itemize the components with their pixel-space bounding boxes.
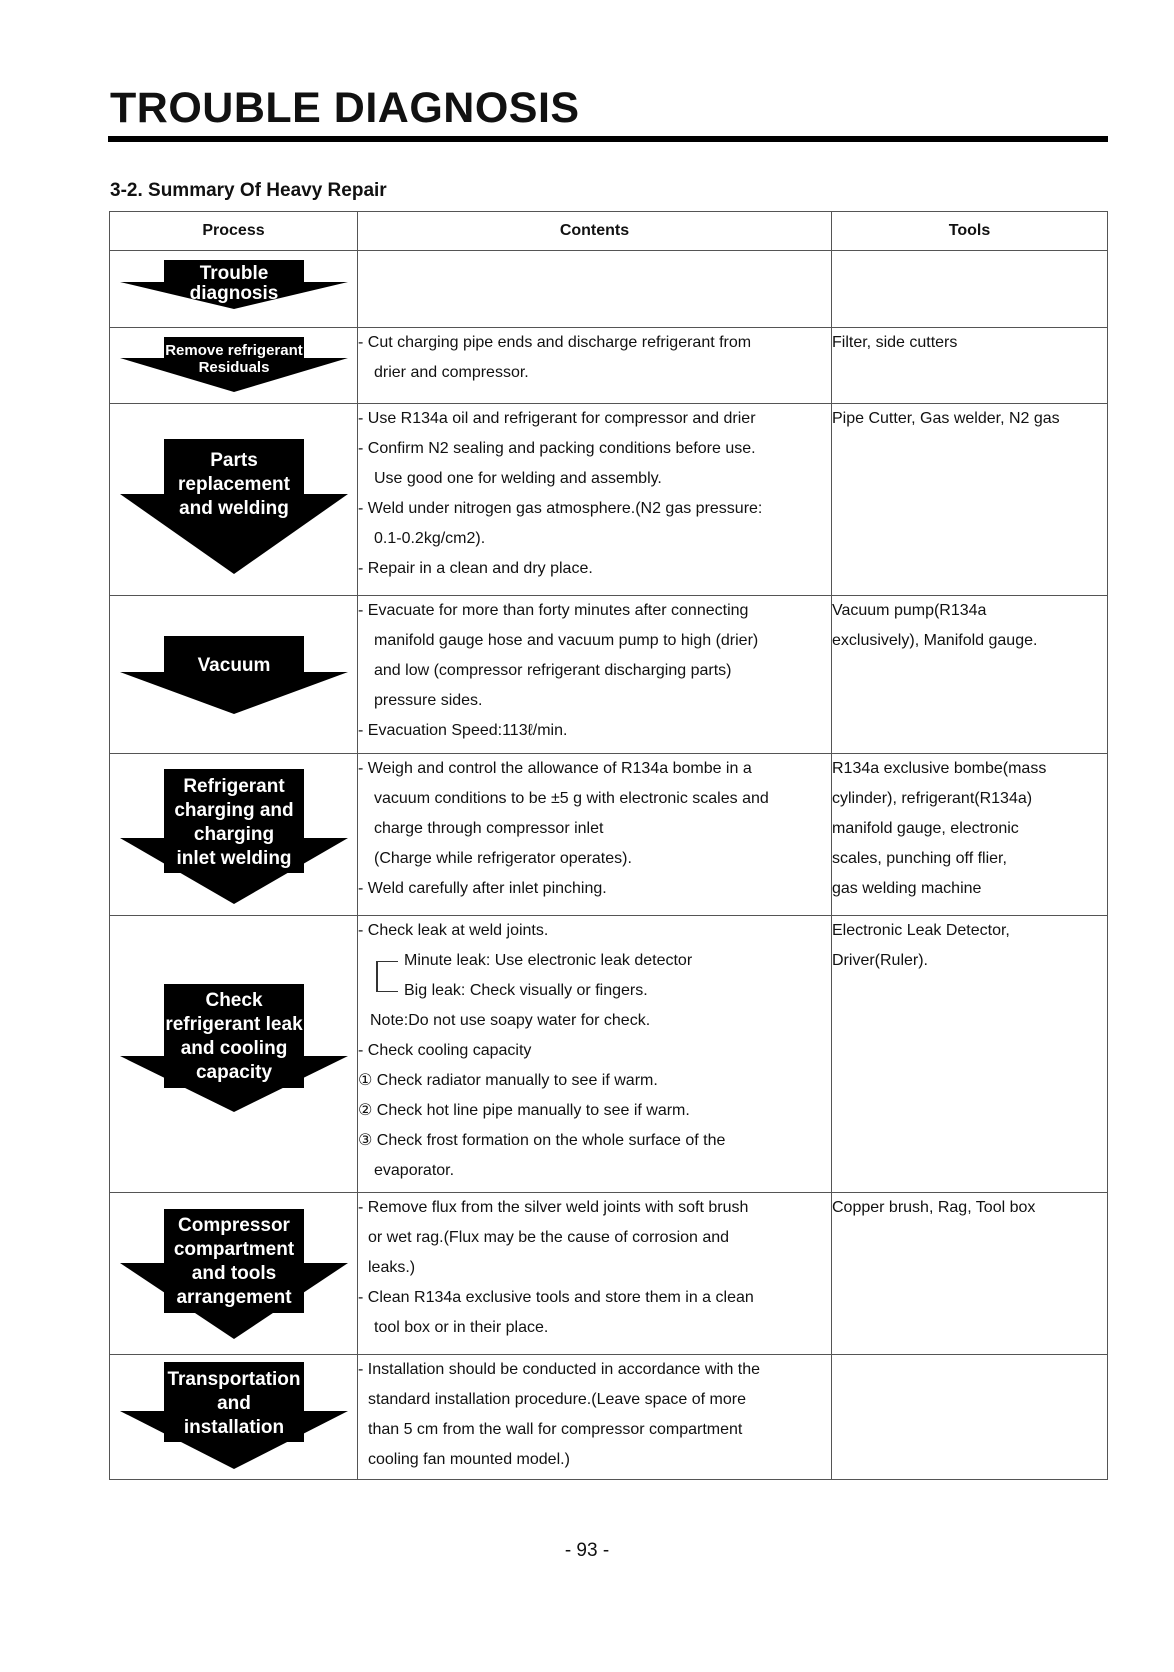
tools-line: Electronic Leak Detector, — [832, 922, 1010, 939]
tools-cell — [832, 1193, 1108, 1355]
page-number: - 93 - — [564, 1540, 610, 1561]
contents-cell — [358, 251, 832, 328]
process-arrow-icon — [110, 916, 358, 1193]
contents-line: - Installation should be conducted in accordance with the — [358, 1361, 761, 1378]
tools-line: cylinder), refrigerant(R134a) — [832, 790, 1033, 807]
contents-line: - Evacuation Speed:113ℓ/min. — [358, 722, 568, 739]
table-row — [110, 328, 1108, 404]
tools-line: scales, punching off flier, — [832, 850, 1007, 867]
tools-line: R134a exclusive bombe(mass — [832, 760, 1047, 777]
process-label-line: diagnosis — [189, 283, 279, 304]
table-row — [110, 251, 1108, 328]
contents-line: - Cut charging pipe ends and discharge refrigerant from — [358, 334, 752, 351]
tools-line: Driver(Ruler). — [832, 952, 928, 969]
process-label-line: capacity — [195, 1062, 273, 1083]
tools-cell — [832, 251, 1108, 328]
process-label-line: compartment — [173, 1239, 295, 1260]
contents-cell — [358, 1193, 832, 1355]
process-label-line: Vacuum — [197, 655, 271, 676]
contents-line: - Remove flux from the silver weld joints with soft brush — [358, 1199, 749, 1216]
process-label-line: refrigerant leak — [165, 1014, 303, 1035]
process-label-line: and welding — [179, 498, 289, 519]
table-row — [110, 1193, 1108, 1355]
process-arrow-icon — [110, 596, 358, 754]
contents-line: - Use R134a oil and refrigerant for compressor and drier — [358, 410, 756, 427]
process-arrow-icon — [110, 251, 358, 328]
process-arrow-icon — [110, 1355, 358, 1480]
contents-line: charge through compressor inlet — [374, 820, 604, 837]
contents-line: standard installation procedure.(Leave space of more — [368, 1391, 746, 1408]
contents-line: - Repair in a clean and dry place. — [358, 560, 593, 577]
process-label-line: Residuals — [198, 359, 270, 376]
process-label-line: and tools — [191, 1263, 277, 1284]
contents-line: Note:Do not use soapy water for check. — [370, 1012, 651, 1029]
table-row — [110, 754, 1108, 916]
tools-cell — [832, 754, 1108, 916]
contents-line: evaporator. — [374, 1162, 455, 1179]
contents-cell — [358, 1355, 832, 1480]
process-label-line: charging and — [174, 800, 294, 821]
contents-line: - Evacuate for more than forty minutes after connecting — [358, 602, 749, 619]
process-arrow-icon — [110, 754, 358, 916]
process-label-line: Check — [205, 990, 263, 1011]
process-cell — [110, 1193, 358, 1355]
contents-cell — [358, 754, 832, 916]
process-cell — [110, 754, 358, 916]
contents-line: (Charge while refrigerator operates). — [374, 850, 632, 867]
process-cell — [110, 328, 358, 404]
contents-line: ③ Check frost formation on the whole surface of the — [358, 1132, 726, 1149]
process-label-line: Transportation — [167, 1369, 301, 1390]
process-label-line: Parts — [210, 450, 258, 471]
contents-line: pressure sides. — [374, 692, 483, 709]
contents-line: leaks.) — [368, 1259, 416, 1276]
contents-line: cooling fan mounted model.) — [368, 1451, 570, 1468]
contents-line: 0.1-0.2kg/cm2). — [374, 530, 486, 547]
contents-line: and low (compressor refrigerant discharging parts) — [374, 662, 732, 679]
contents-line: Big leak: Check visually or fingers. — [358, 976, 831, 1006]
process-label-line: inlet welding — [176, 848, 292, 869]
tools-line: Vacuum pump(R134a — [832, 602, 987, 619]
contents-line: - Weld under nitrogen gas atmosphere.(N2 gas pressure: — [358, 500, 763, 517]
header-contents: Contents — [358, 212, 832, 251]
process-label-line: Trouble — [199, 263, 269, 284]
process-label-line: Compressor — [178, 1215, 290, 1236]
contents-cell — [358, 916, 832, 1193]
process-label-line: arrangement — [176, 1287, 292, 1308]
table-row — [110, 916, 1108, 1193]
process-cell — [110, 916, 358, 1193]
process-label-line: and — [217, 1393, 251, 1414]
table-header-row — [110, 212, 1108, 251]
heavy-repair-table — [109, 211, 1108, 1480]
table-row — [110, 1355, 1108, 1480]
tools-line: exclusively), Manifold gauge. — [832, 632, 1038, 649]
process-cell — [110, 404, 358, 596]
tools-cell — [832, 1355, 1108, 1480]
tools-cell — [832, 916, 1108, 1193]
header-process: Process — [110, 212, 358, 251]
contents-cell — [358, 596, 832, 754]
section-heading: 3-2. Summary Of Heavy Repair — [110, 180, 387, 201]
tools-line: Copper brush, Rag, Tool box — [832, 1199, 1036, 1216]
tools-line: Pipe Cutter, Gas welder, N2 gas — [832, 410, 1060, 427]
process-label-line: charging — [193, 824, 275, 845]
process-cell — [110, 596, 358, 754]
contents-cell — [358, 404, 832, 596]
contents-line: manifold gauge hose and vacuum pump to high (drier) — [374, 632, 759, 649]
table-row — [110, 404, 1108, 596]
contents-line: tool box or in their place. — [374, 1319, 549, 1336]
tools-cell — [832, 328, 1108, 404]
page-title: TROUBLE DIAGNOSIS — [110, 84, 580, 132]
contents-line: - Check cooling capacity — [358, 1042, 532, 1059]
process-label-line: and cooling — [180, 1038, 288, 1059]
header-tools: Tools — [832, 212, 1108, 251]
contents-line: drier and compressor. — [374, 364, 529, 381]
contents-line: Use good one for welding and assembly. — [374, 470, 662, 487]
process-label-line: installation — [183, 1417, 285, 1438]
contents-line: Minute leak: Use electronic leak detector — [358, 946, 831, 976]
contents-line: ② Check hot line pipe manually to see if warm. — [358, 1102, 690, 1119]
contents-line: than 5 cm from the wall for compressor compartment — [368, 1421, 743, 1438]
process-label-line: replacement — [178, 474, 290, 495]
contents-line: - Confirm N2 sealing and packing conditions before use. — [358, 440, 756, 457]
contents-line: ① Check radiator manually to see if warm. — [358, 1072, 658, 1089]
tools-cell — [832, 404, 1108, 596]
process-arrow-icon — [110, 328, 358, 404]
process-cell — [110, 1355, 358, 1480]
contents-line: - Weigh and control the allowance of R134a bombe in a — [358, 760, 752, 777]
process-arrow-icon — [110, 404, 358, 596]
tools-line: gas welding machine — [832, 880, 982, 897]
contents-line: vacuum conditions to be ±5 g with electronic scales and — [374, 790, 769, 807]
process-label-line: Remove refrigerant — [165, 342, 303, 359]
process-cell — [110, 251, 358, 328]
table-row — [110, 596, 1108, 754]
tools-line: Filter, side cutters — [832, 334, 958, 351]
contents-line: - Check leak at weld joints. — [358, 922, 549, 939]
contents-cell — [358, 328, 832, 404]
title-rule — [108, 136, 1108, 142]
process-label-line: Refrigerant — [183, 776, 285, 797]
contents-line: or wet rag.(Flux may be the cause of corrosion and — [368, 1229, 730, 1246]
tools-cell — [832, 596, 1108, 754]
process-arrow-icon — [110, 1193, 358, 1355]
contents-line: - Weld carefully after inlet pinching. — [358, 880, 607, 897]
tools-line: manifold gauge, electronic — [832, 820, 1019, 837]
contents-line: - Clean R134a exclusive tools and store them in a clean — [358, 1289, 754, 1306]
